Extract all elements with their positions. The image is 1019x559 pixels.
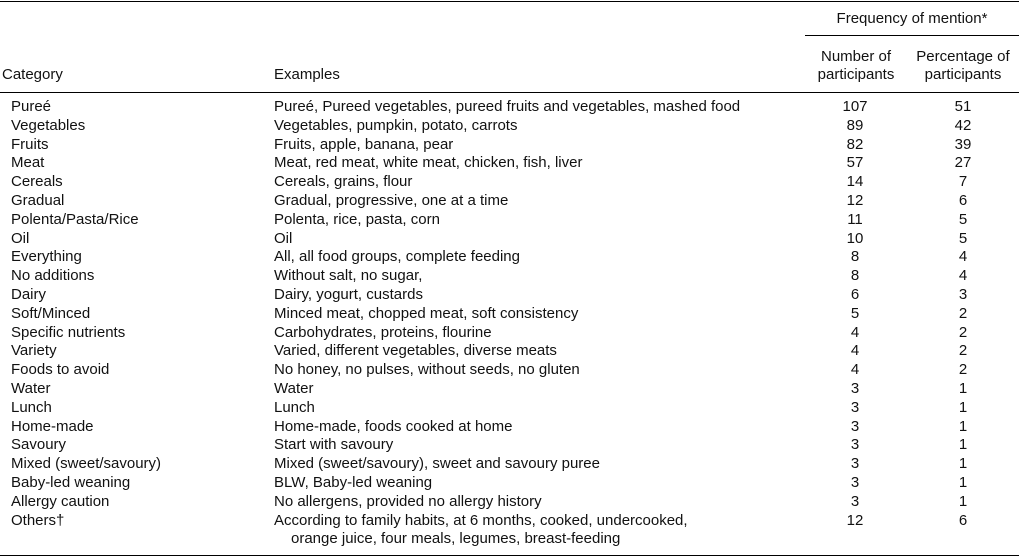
number-cell: 3: [850, 455, 860, 473]
category-cell: Cereals: [11, 173, 63, 191]
category-cell: Water: [11, 379, 51, 397]
examples-cell: [274, 512, 794, 550]
examples-cell: [274, 305, 794, 324]
table-top-rule: [0, 1, 1019, 2]
percentage-cell: 2: [958, 361, 968, 379]
table-body: [0, 98, 1019, 552]
category-cell: Pureé: [11, 98, 52, 115]
category-cell: Vegetables: [11, 116, 86, 134]
percentage-cell: 6: [958, 191, 968, 209]
number-cell: 4: [850, 342, 860, 360]
category-cell: Lunch: [11, 398, 52, 416]
percentage-cell: 1: [958, 455, 968, 473]
examples-cell: [274, 136, 794, 155]
table-row: [0, 230, 1019, 249]
number-cell: 3: [850, 417, 860, 435]
table-row: [0, 117, 1019, 136]
number-cell: 89: [846, 116, 864, 134]
category-cell: Allergy caution: [11, 492, 110, 510]
category-cell: Specific nutrients: [11, 323, 126, 341]
percentage-cell: 1: [958, 379, 968, 397]
examples-cell: [274, 192, 794, 211]
percentage-cell: 2: [958, 304, 968, 322]
percentage-cell: 1: [958, 473, 968, 491]
category-cell: No additions: [11, 267, 95, 285]
examples-cell: [274, 230, 794, 249]
frequency-header: Frequency of mention*: [836, 10, 988, 27]
category-cell: Soft/Minced: [11, 304, 91, 322]
examples-text: Vegetables, pumpkin, potato, carrots: [274, 116, 518, 134]
table-row: [0, 286, 1019, 305]
percentage-column-header: Percentage of participants: [916, 48, 1010, 83]
number-cell: 4: [850, 361, 860, 379]
percentage-cell: 6: [958, 511, 968, 529]
table-row: [0, 98, 1019, 117]
examples-cell: [274, 267, 794, 286]
number-cell: 12: [846, 191, 864, 209]
number-cell: 8: [850, 248, 860, 266]
number-cell: 3: [850, 492, 860, 510]
category-cell: Baby-led weaning: [11, 473, 131, 491]
examples-cell: [274, 474, 794, 493]
percentage-cell: 51: [954, 98, 972, 115]
number-cell: 107: [842, 98, 868, 115]
number-cell: 4: [850, 323, 860, 341]
percentage-cell: 3: [958, 285, 968, 303]
percentage-cell: 5: [958, 229, 968, 247]
number-cell: 3: [850, 398, 860, 416]
examples-cell: [274, 117, 794, 136]
examples-text: BLW, Baby-led weaning: [274, 473, 433, 491]
examples-cell: [274, 399, 794, 418]
examples-text: Lunch: [274, 398, 315, 416]
category-cell: Fruits: [11, 135, 49, 153]
table-row: [0, 324, 1019, 343]
frequency-header-rule: [805, 35, 1019, 36]
examples-text: Mixed (sweet/savoury), sweet and savoury puree: [274, 455, 600, 473]
percentage-cell: 4: [958, 267, 968, 285]
examples-text: Home-made, foods cooked at home: [274, 417, 513, 435]
examples-text: Carbohydrates, proteins, flourine: [274, 323, 492, 341]
examples-text: All, all food groups, complete feeding: [274, 248, 520, 266]
percentage-cell: 42: [954, 116, 972, 134]
category-cell: Oil: [11, 229, 30, 247]
table-bottom-rule: [0, 555, 1019, 556]
category-cell: Savoury: [11, 436, 67, 454]
category-column-header: Category: [2, 66, 63, 83]
examples-text: Gradual, progressive, one at a time: [274, 191, 509, 209]
category-cell: Everything: [11, 248, 82, 266]
examples-text: Pureé, Pureed vegetables, pureed fruits and vegetables, mashed food: [274, 98, 741, 115]
examples-cell: [274, 248, 794, 267]
examples-cell: [274, 324, 794, 343]
number-cell: 5: [850, 304, 860, 322]
category-cell: Dairy: [11, 285, 47, 303]
examples-text: Polenta, rice, pasta, corn: [274, 210, 440, 228]
examples-cell: [274, 361, 794, 380]
header-bottom-rule: [0, 92, 1019, 93]
examples-text: Cereals, grains, flour: [274, 173, 413, 191]
number-cell: 3: [850, 436, 860, 454]
number-cell: 82: [846, 135, 864, 153]
examples-text: According to family habits, at 6 months, cooked, undercooked,: [274, 511, 688, 529]
table-row: [0, 455, 1019, 474]
percentage-cell: 39: [954, 135, 972, 153]
examples-text-continued: orange juice, four meals, legumes, breast-feeding: [291, 530, 621, 548]
examples-cell: [274, 436, 794, 455]
number-cell: 10: [846, 229, 864, 247]
percentage-cell: 2: [958, 323, 968, 341]
table-row: [0, 399, 1019, 418]
number-cell: 8: [850, 267, 860, 285]
category-cell: Variety: [11, 342, 57, 360]
table-row: [0, 248, 1019, 267]
percentage-cell: 1: [958, 398, 968, 416]
table-row: [0, 474, 1019, 493]
examples-text: Minced meat, chopped meat, soft consistency: [274, 304, 579, 322]
examples-text: No honey, no pulses, without seeds, no gluten: [274, 361, 580, 379]
examples-text: Oil: [274, 229, 293, 247]
category-cell: Others†: [11, 511, 65, 529]
examples-text: Meat, red meat, white meat, chicken, fish, liver: [274, 154, 583, 172]
examples-text: Water: [274, 379, 314, 397]
category-cell: Gradual: [11, 191, 65, 209]
percentage-cell: 1: [958, 492, 968, 510]
number-cell: 57: [846, 154, 864, 172]
number-cell: 11: [847, 210, 863, 228]
percentage-cell: 7: [958, 173, 968, 191]
examples-text: Without salt, no sugar,: [274, 267, 423, 285]
number-cell: 14: [846, 173, 864, 191]
percentage-cell: 1: [958, 436, 968, 454]
table-row: [0, 267, 1019, 286]
percentage-cell: 5: [958, 210, 968, 228]
number-cell: 3: [850, 379, 860, 397]
examples-cell: [274, 380, 794, 399]
table-row: [0, 493, 1019, 512]
table-row: [0, 211, 1019, 230]
examples-cell: [274, 418, 794, 437]
table-row: [0, 512, 1019, 552]
examples-cell: [274, 98, 794, 117]
examples-cell: [274, 173, 794, 192]
category-cell: Meat: [11, 154, 45, 172]
examples-cell: [274, 211, 794, 230]
number-column-header: Number of participants: [817, 48, 895, 83]
examples-cell: [274, 493, 794, 512]
number-cell: 3: [850, 473, 860, 491]
examples-text: Fruits, apple, banana, pear: [274, 135, 454, 153]
examples-text: No allergens, provided no allergy history: [274, 492, 542, 510]
category-cell: Polenta/Pasta/Rice: [11, 210, 139, 228]
table-row: [0, 305, 1019, 324]
table-row: [0, 361, 1019, 380]
percentage-cell: 4: [958, 248, 968, 266]
table-row: [0, 342, 1019, 361]
category-cell: Home-made: [11, 417, 94, 435]
examples-column-header: Examples: [274, 66, 340, 83]
table-row: [0, 154, 1019, 173]
category-cell: Mixed (sweet/savoury): [11, 455, 162, 473]
percentage-cell: 27: [954, 154, 972, 172]
number-cell: 12: [846, 511, 864, 529]
table-row: [0, 418, 1019, 437]
percentage-cell: 1: [958, 417, 968, 435]
percentage-cell: 2: [958, 342, 968, 360]
number-cell: 6: [850, 285, 860, 303]
examples-cell: [274, 154, 794, 173]
table-row: [0, 136, 1019, 155]
examples-cell: [274, 286, 794, 305]
table-row: [0, 380, 1019, 399]
examples-text: Varied, different vegetables, diverse meats: [274, 342, 557, 360]
table-row: [0, 173, 1019, 192]
table-row: [0, 436, 1019, 455]
examples-text: Dairy, yogurt, custards: [274, 285, 423, 303]
table-row: [0, 192, 1019, 211]
examples-cell: [274, 342, 794, 361]
examples-cell: [274, 455, 794, 474]
category-cell: Foods to avoid: [11, 361, 110, 379]
examples-text: Start with savoury: [274, 436, 394, 454]
